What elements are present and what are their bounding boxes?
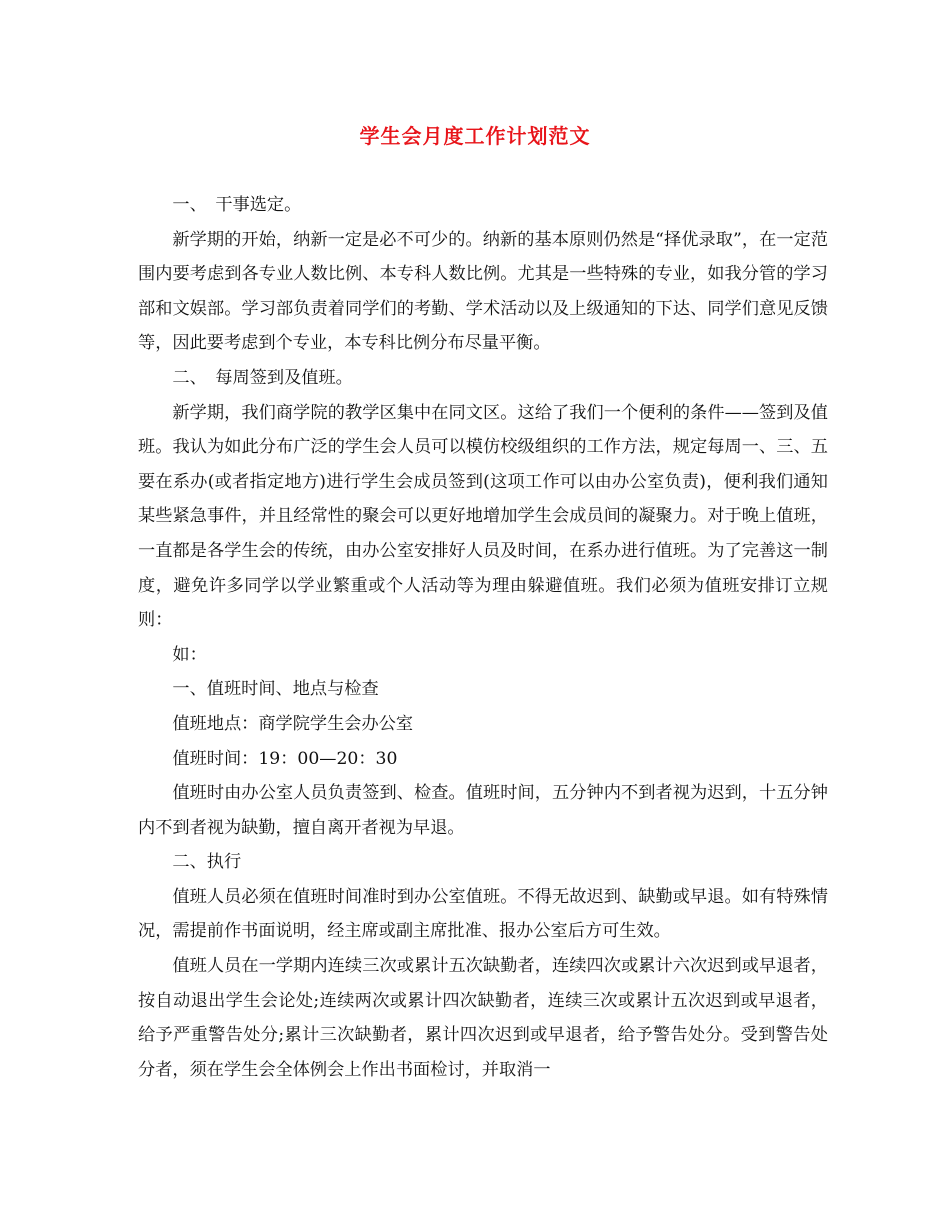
page-title: 学生会月度工作计划范文	[359, 124, 591, 148]
rule-heading-2: 二、执行	[172, 852, 242, 873]
document-body	[138, 188, 828, 1087]
paragraph-penalties: 值班人员在一学期内连续三次或累计五次缺勤者，连续四次或累计六次迟到或早退者，按自动退出学生会论处;连续两次或累计四次缺勤者，连续三次或累计五次迟到或早退者，给予严重警告处分;累计三次缺勤者，累计四次迟到或早退者，给予警告处分。受到警告处分者，须在学生会全体例会上作出书面检讨，并取消一	[138, 956, 828, 1080]
paragraph-example-label: 如：	[172, 644, 207, 665]
rule-heading-1: 一、值班时间、地点与检查	[172, 679, 379, 700]
duty-time: 值班时间：19：00—20：30	[172, 748, 398, 769]
paragraph-duty-check: 值班时由办公室人员负责签到、检查。值班时间，五分钟内不到者视为迟到，十五分钟内不到者视为缺勤，擅自离开者视为早退。	[138, 783, 828, 838]
paragraph-recruitment: 新学期的开始，纳新一定是必不可少的。纳新的基本原则仍然是“择优录取”，在一定范围内要考虑到各专业人数比例、本专科人数比例。尤其是一些特殊的专业，如我分管的学习部和文娱部。学习部负责着同学们的考勤、学术活动以及上级通知的下达、同学们意见反馈等，因此要考虑到个专业，本专科比例分布尽量平衡。	[138, 229, 828, 354]
paragraph-duty-execution: 值班人员必须在值班时间准时到办公室值班。不得无故迟到、缺勤或早退。如有特殊情况，需提前作书面说明，经主席或副主席批准、报办公室后方可生效。	[138, 886, 828, 942]
section-heading-2: 二、 每周签到及值班。	[172, 367, 353, 388]
paragraph-sign-in-duty: 新学期，我们商学院的教学区集中在同文区。这给了我们一个便利的条件——签到及值班。我认为如此分布广泛的学生会人员可以模仿校级组织的工作方法，规定每周一、三、五要在系办(或者指定地方)进行学生会成员签到(这项工作可以由办公室负责)，便利我们通知某些紧急事件，并且经常性的聚会可以更好地增加学生会成员间的凝聚力。对于晚上值班，一直都是各学生会的传统，由办公室安排好人员及时间，在系办进行值班。为了完善这一制度，避免许多同学以学业繁重或个人活动等为理由躲避值班。我们必须为值班安排订立规则：	[138, 402, 828, 631]
duty-location: 值班地点：商学院学生会办公室	[172, 713, 414, 734]
section-heading-1: 一、 干事选定。	[172, 195, 302, 215]
